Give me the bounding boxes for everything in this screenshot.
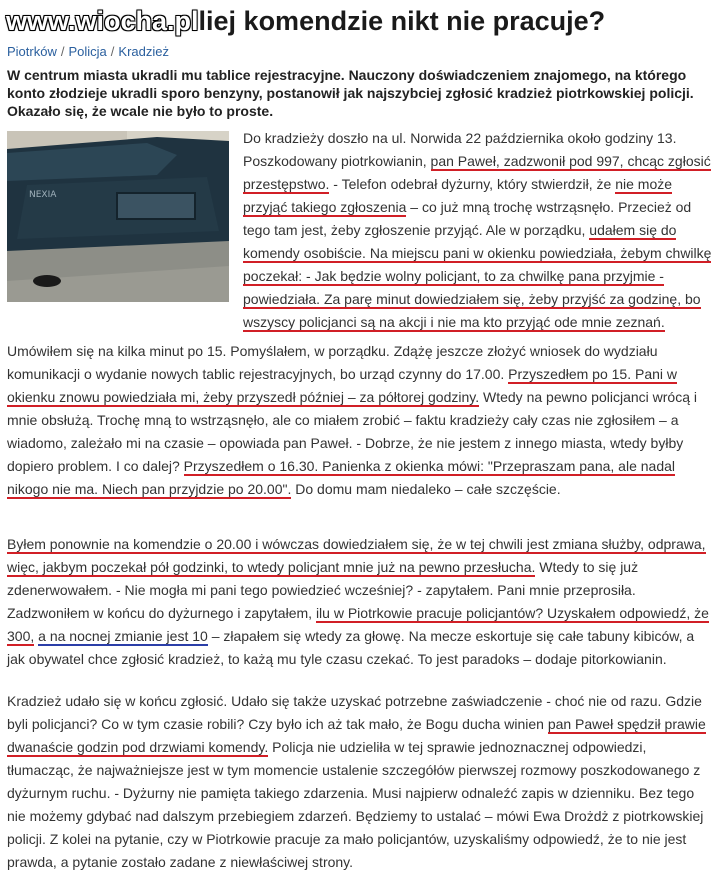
article-title — [6, 4, 718, 38]
highlight-red: ilu w Piotrkowie pracuje policjantów? Uzyskałem odpowiedź, że 300, — [7, 605, 709, 644]
svg-text:NEXIA: NEXIA — [29, 190, 57, 200]
article-lead: W centrum miasta ukradli mu tablice rejestracyjne. Nauczony doświadczeniem znajomego, na którego konto złodzieje ukradli sporo benzyny, postanowił jak najszybciej zgłosić kradzież piotrkowskiej policji. Okazało się, że wcale nie było to proste. — [7, 67, 694, 119]
breadcrumb-item-piotrkow[interactable]: Piotrków — [7, 44, 57, 59]
highlight-red: pan Paweł, zadzwonił pod 997, chcąc zgłosić przestępstwo. — [243, 153, 711, 192]
article-paragraph-2: Umówiłem się na kilka minut po 15. Pomyślałem, w porządku. Zdążę jeszcze złożyć wniosek do wydziału komunikacji o wydanie nowych tablic rejestracyjnych, bo urząd czynny do 17.00. Przyszedłem po 15. Pani w okienku znowu powiedziała mi, żeby przyszedł później – za półtorej godziny. Wtedy na pewno policjanci wrócą i mnie obsłużą. Trochę mną to wstrząsnęło, ale co miałem zrobić – faktu kradzieży cały czas nie zgłosiłem – a wiadomo, zależało mi na czasie – opowiada pan Paweł. - Dobrze, że nie jestem z innego miasta, wtedy byłby dopiero problem. I co dalej? Przyszedłem o 16.30. Panienka z okienka mówi: "Przepraszam pana, ale nadal nikogo nie ma. Niech pan przyjdzie po 20.00". Do domu mam niedaleko – całe szczęście. — [7, 343, 697, 497]
breadcrumb-item-kradziez[interactable]: Kradzież — [118, 44, 169, 59]
highlight-red: Byłem ponownie na komendzie o 20.00 i wówczas dowiedziałem się, że w tej chwili jest zmiana służby, odprawa, więc, jakbym poczekał pół godzinki, to wtedy policjant mnie już na pewno przesłucha. — [7, 536, 706, 575]
highlight-red: pan Paweł spędził prawie dwanaście godzin pod drzwiami komendy. — [7, 716, 706, 755]
car-photo-image — [7, 131, 229, 302]
highlight-blue: a na nocnej zmianie jest 10 — [38, 628, 208, 644]
article-photo — [7, 131, 229, 302]
article-paragraph-4: Kradzież udało się w końcu zgłosić. Udało się także uzyskać potrzebne zaświadczenie - choć nie od razu. Gdzie byli policjanci? Co w tym czasie robili? Czy było ich aż tak mało, że Bogu ducha winien pan Paweł spędził prawie dwanaście godzin pod drzwiami komendy. Policja nie udzieliła w tej sprawie jednoznacznej odpowiedzi, tłumacząc, że najważniejsze jest w tym momencie ustalenie szczegółów pierwszej rozmowy poszkodowanego z dyżurnym ruchu. - Dyżurny nie pamięta takiego zdarzenia. Musi najpierw odnaleźć zapis w dzienniku. Bez tego nie możemy gdybać nad dalszym przebiegiem zdarzeń. Będziemy to ustalać – mówi Ewa Drożdż z piotrkowskiej policji. Z kolei na pytanie, czy w Piotrkowie pracuje za mało policjantów, uzyskaliśmy odpowiedź, że to nie jest prawda, a pytanie zostało zadane z niewłaściwej strony. — [7, 693, 706, 870]
watermark: www.wiocha.pl — [6, 6, 199, 36]
article-paragraph-1: Do kradzieży doszło na ul. Norwida 22 października około godziny 13. Poszkodowany piotrkowianin, pan Paweł, zadzwonił pod 997, chcąc zgłosić przestępstwo. - Telefon odebrał dyżurny, który stwierdził, że nie może przyjąć takiego zgłoszenia – co już mną trochę wstrząsnęło. Przecież od tego tam jest, żeby zgłoszenie przyjąć. Ale w porządku, udałem się do komendy osobiście. Na miejscu pani w okienku powiedziała, żebym chwilkę poczekał: - Jak będzie wolny policjant, to za chwilkę pana przyjmie - powiedziała. Za parę minut dowiedziałem się, żeby przyjść za godzinę, bo wszyscy policjanci są na akcji i nie ma kto przyjąć ode mnie zeznań. — [243, 130, 712, 330]
highlight-red: nie może przyjąć takiego zgłoszenia — [243, 176, 673, 215]
highlight-red: Przyszedłem o 16.30. Panienka z okienka mówi: "Przepraszam pana, ale nadal nikogo nie ma. Niech pan przyjdzie po 20.00". — [7, 458, 676, 497]
highlight-red: Przyszedłem po 15. Pani w okienku znowu powiedziała mi, żeby przyszedł później – za półtorej godziny. — [7, 366, 678, 405]
breadcrumb-item-policja[interactable]: Policja — [68, 44, 107, 59]
article-paragraph-3: Byłem ponownie na komendzie o 20.00 i wówczas dowiedziałem się, że w tej chwili jest zmiana służby, odprawa, więc, jakbym poczekał pół godzinki, to wtedy policjant mnie już na pewno przesłucha. Wtedy to się już zdenerwowałem. - Nie mogła mi pani tego powiedzieć wcześniej? - zapytałem. Pani mnie przeprosiła. Zadzwoniłem w końcu do dyżurnego i zapytałem, ilu w Piotrkowie pracuje policjantów? Uzyskałem odpowiedź, że 300, a na nocnej zmianie jest 10 – złapałem się wtedy za głowę. Na mecze eskortuje się całe tabuny kibiców, a jak obywatel chce zgłosić kradzież, to każą mu tyle czasu czekać. To jest paradoks – dodaje pitorkowianin. — [7, 536, 709, 667]
breadcrumb: Piotrków / Policja / Kradzież — [7, 44, 169, 59]
title-visible: liej komendzie nikt nie pracuje? — [198, 6, 606, 36]
highlight-red: udałem się do komendy osobiście. Na miejscu pani w okienku powiedziała, żebym chwilkę poczekał: - Jak będzie wolny policjant, to za chwilkę pana przyjmie - powiedziała. Za parę minut dowiedziałem się, żeby przyjść za godzinę, bo wszyscy policjanci są na akcji i nie ma kto przyjąć ode mnie zeznań. — [243, 222, 712, 330]
